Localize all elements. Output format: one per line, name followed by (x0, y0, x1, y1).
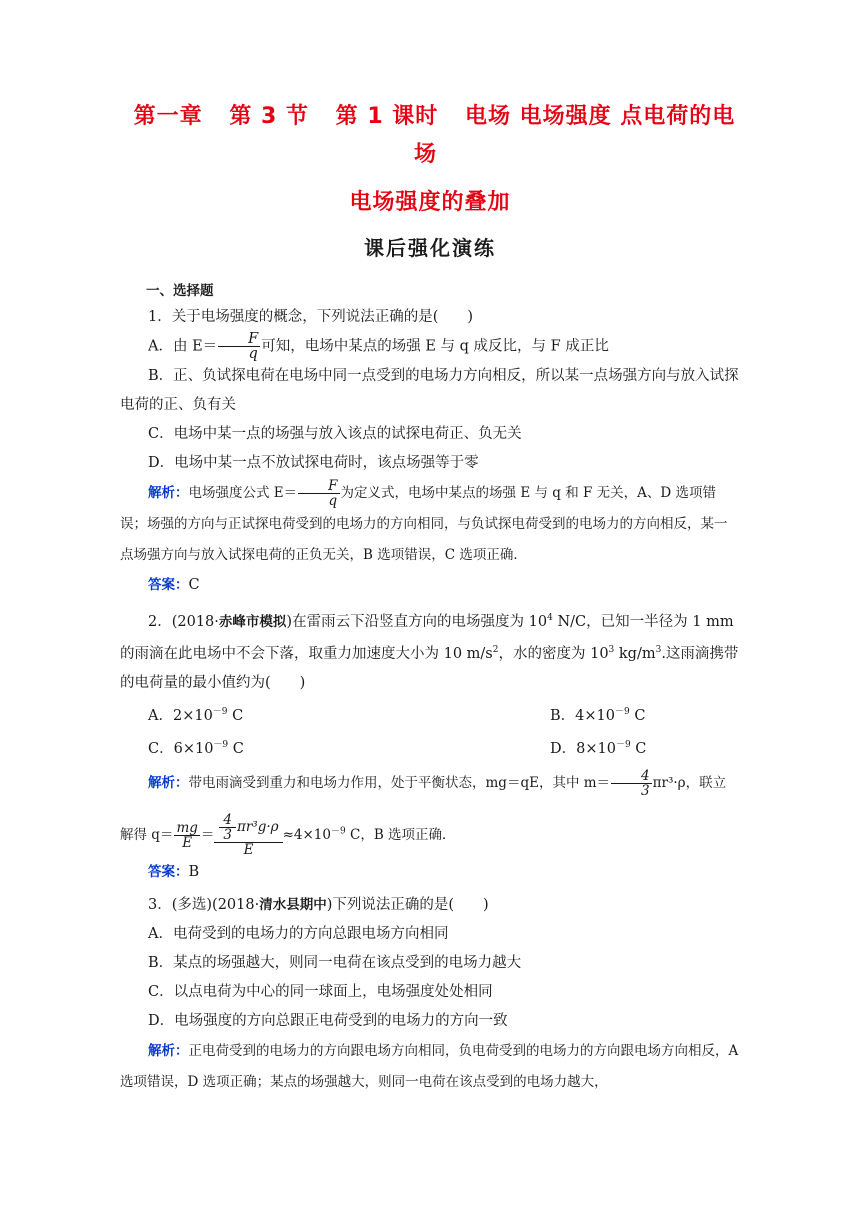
document-page (120, 98, 740, 1098)
q1-option-b: B．正、负试探电荷在电场中同一点受到的电场力方向相反，所以某一点场强方向与放入试探电荷的正、负有关 (120, 367, 739, 413)
q2-option-a: A．$2\times 10^{-9}$ C (148, 707, 244, 724)
q3-option-a: A．电荷受到的电场力的方向总跟电场方向相同 (148, 925, 449, 942)
q2-analysis: 解析：带电雨滴受到重力和电场力作用，处于平衡状态，mg＝qE，其中 m＝ $\frac{4}{3}$ πr³·ρ，联立 (148, 767, 727, 799)
question-3 (120, 891, 740, 1098)
q1-option-c: C．电场中某一点的场强与放入该点的试探电荷正、负无关 (148, 425, 522, 442)
title-line2: 电场强度的叠加 (349, 190, 511, 215)
q2-option-c: C．$6\times 10^{-9}$ C (148, 739, 244, 757)
question-1 (120, 303, 740, 600)
q3-source: 清水县期中 (259, 896, 327, 913)
q1-analysis: 解析：电场强度公式 E＝ $\frac{F}{q}$ 为定义式，电场中某点的场强 E 与 q 和 F 无关，A、D 选项错误；场强的方向与正试探电荷受到的电场力的方向相同，与负试探电荷受到的电场力的方向相反，某一点场强方向与放入试探电荷的正负无关，B 选项错误，C 选项正确． (120, 477, 728, 563)
q2-stem: 2．(2018·赤峰市模拟)在雷雨云下沿竖直方向的电场强度为 $10^4$ N/C，已知一半径为 1 mm 的雨滴在此电场中不会下落，取重力加速度大小为 10 $m/s^2$，水的密度为 $10^3$ $kg/m^3$.这雨滴携带的电荷量的最小值约为( ) (120, 612, 739, 692)
q2-option-b: B．$4\times 10^{-9}$ C (550, 707, 646, 724)
q3-option-d: D．电场强度的方向总跟正电荷受到的电场力的方向一致 (148, 1012, 508, 1029)
q2-source: 赤峰市模拟 (218, 613, 287, 630)
q3-analysis: 解析：正电荷受到的电场力的方向跟电场方向相同，负电荷受到的电场力的方向跟电场方向相反，A 选项错误，D 选项正确；某点的场强越大，则同一电荷在该点受到的电场力越大， (120, 1042, 739, 1090)
title-topic: 电场 电场强度 点电荷的电场 (413, 104, 736, 167)
q3-stem: 3．(多选)(2018·清水县期中)下列说法正确的是( ) (148, 896, 489, 913)
question-2 (120, 604, 740, 887)
q3-option-b: B．某点的场强越大，则同一电荷在该点受到的电场力越大 (148, 954, 522, 971)
q1-option-a: A．由 E＝ $\frac{F}{q}$ 可知，电场中某点的场强 E 与 q 成反比，与 F 成正比 (148, 331, 609, 362)
q3-option-c: C．以点电荷为中心的同一球面上，电场强度处处相同 (148, 983, 493, 1000)
title-chapter: 第一章 (133, 104, 203, 129)
q2-big-fraction: $\frac{4}{3}$ πr³g·ρ E (214, 813, 282, 858)
q1-answer: 答案：C (148, 576, 200, 593)
q2-options-row2 (120, 731, 740, 764)
q2-options-row1 (120, 698, 740, 731)
q1-stem: 1．关于电场强度的概念，下列说法正确的是( ) (148, 309, 474, 325)
title-lesson: 第 1 课时 (335, 104, 439, 129)
section-heading: 一、选择题 (146, 283, 214, 299)
chapter-title (120, 98, 740, 222)
q1-option-d: D．电场中某一点不放试探电荷时，该点场强等于零 (148, 454, 479, 471)
title-section: 第 3 节 (229, 104, 309, 129)
q2-answer: 答案：B (148, 863, 200, 880)
q2-analysis-formula: 解得 q＝ $\frac{mg}{E}$ ＝ $\frac{4}{3}$ πr³g·ρ E $\approx 4\times 10^{-9}$ C，B 选项正确． (120, 811, 456, 858)
page-subtitle: 课后强化演练 (364, 236, 496, 260)
q1-fraction: $\frac{F}{q}$ (218, 332, 260, 361)
q2-option-d: D．$8\times 10^{-9}$ C (550, 739, 647, 757)
